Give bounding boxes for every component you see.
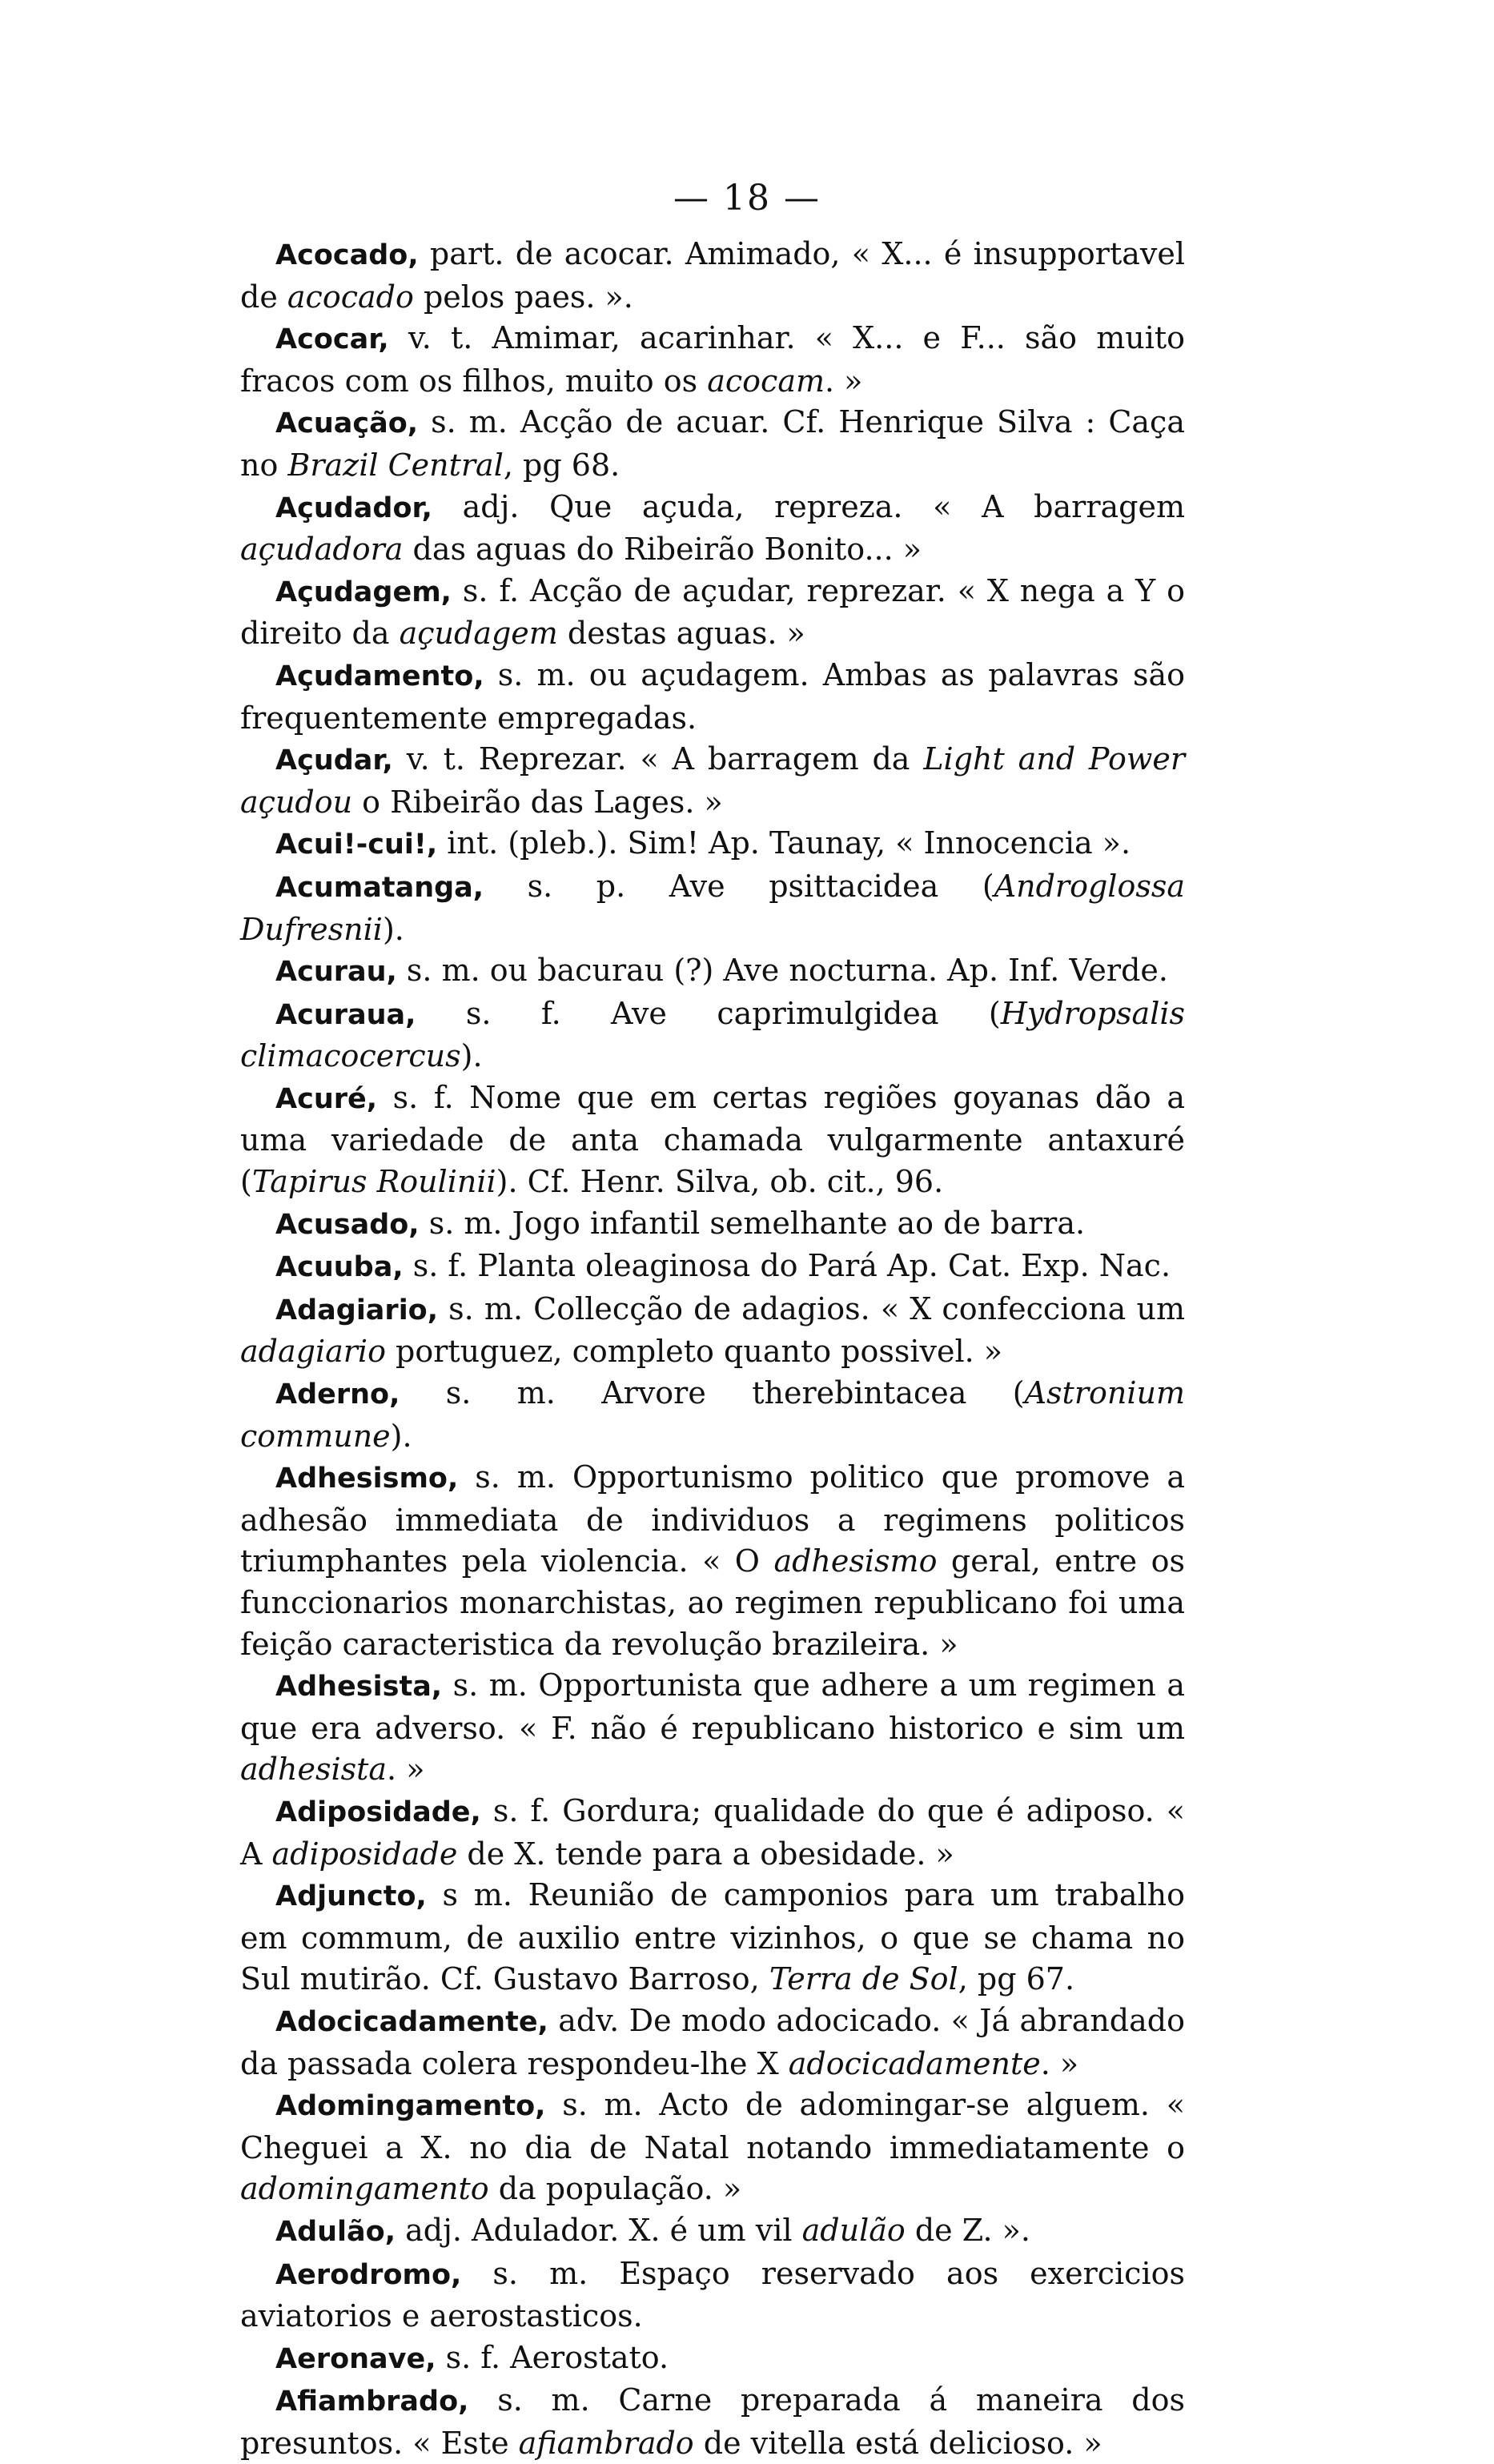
entry-headword: Adagiario,	[275, 1294, 439, 1326]
dictionary-entry	[240, 571, 1185, 655]
entry-definition-text: o Ribeirão das Lages. »	[352, 784, 723, 820]
dictionary-entry	[240, 234, 1185, 318]
entry-headword: Adjuncto,	[275, 1880, 427, 1913]
entry-headword: Adulão,	[275, 2215, 396, 2248]
entry-headword: Aeronave,	[275, 2342, 436, 2375]
entry-definition-text: v. t. Reprezar. « A barragem da	[392, 741, 924, 777]
entry-headword: Acui!-cui!,	[275, 829, 438, 861]
dictionary-entry	[240, 2210, 1185, 2253]
entry-definition-text: das aguas do Ribeirão Bonito... »	[403, 532, 922, 568]
entry-headword: Afiambrado,	[275, 2386, 469, 2418]
entry-definition-text: de vitella está delicioso. »	[693, 2425, 1102, 2461]
dictionary-entry	[240, 1373, 1185, 1457]
entry-italic-text: Astronium commune	[240, 1375, 1185, 1454]
dictionary-entry	[240, 1875, 1185, 2000]
dictionary-entry	[240, 1665, 1185, 1791]
dictionary-entry	[240, 487, 1185, 571]
entry-italic-text: Terra de Sol	[769, 1961, 958, 1997]
entry-definition-text: de X. tende para a obesidade. »	[457, 1836, 954, 1872]
entry-definition-text: . »	[1040, 2045, 1079, 2081]
entry-italic-text: Light and Power açudou	[240, 741, 1186, 820]
dictionary-entry	[240, 2085, 1185, 2210]
dictionary-entry	[240, 866, 1185, 950]
entry-italic-text: afiambrado	[518, 2425, 694, 2461]
entry-definition-text: . »	[387, 1752, 425, 1788]
entry-definition-text: ). Cf. Henr. Silva, ob. cit., 96.	[496, 1164, 944, 1200]
entry-definition-text: de Z. ».	[905, 2212, 1030, 2248]
entry-italic-text: acocam	[707, 363, 825, 399]
entry-italic-text: Tapirus Roulinii	[251, 1164, 496, 1200]
entry-italic-text: Androglossa Dufresnii	[240, 868, 1185, 947]
entry-headword: Acuré,	[275, 1082, 378, 1115]
entry-definition-text: s m. Reunião de camponios para um trabalho em commum, de auxilio entre vizinhos, o que se chama no Sul mutirão. Cf. Gustavo Barroso,	[240, 1877, 1185, 1997]
dictionary-entry	[240, 2380, 1185, 2464]
entry-definition-text: s. f. Gordura; qualidade do que é adiposo. « A	[240, 1792, 1185, 1872]
entry-headword: Acocado,	[275, 239, 419, 271]
entry-definition-text: s. m. Opportunista que adhere a um regimen a que era adverso. « F. não é republicano historico e sim um	[240, 1667, 1185, 1746]
entry-headword: Adhesismo,	[275, 1463, 459, 1495]
dictionary-entries	[240, 234, 1185, 2464]
dictionary-entry	[240, 950, 1185, 993]
entry-definition-text: s. m. Opportunismo politico que promove a adhesão immediata de individuos a regimens politicos triumphantes pela violencia. « O	[240, 1459, 1185, 1579]
entry-italic-text: adhesista	[240, 1752, 388, 1788]
entry-italic-text: adocicadamente	[788, 2045, 1041, 2081]
entry-headword: Adhesista,	[275, 1671, 443, 1704]
dictionary-entry	[240, 2253, 1185, 2338]
entry-italic-text: Hydropsalis climacocercus	[240, 995, 1185, 1074]
entry-italic-text: adomingamento	[240, 2171, 489, 2207]
entry-definition-text: v. t. Amimar, acarinhar. « X... e F... são muito fracos com os filhos, muito os	[240, 320, 1185, 399]
entry-headword: Açudar,	[275, 744, 393, 777]
entry-headword: Açudador,	[275, 492, 432, 524]
entry-definition-text: part. de acocar. Amimado, « X... é insupportavel de	[240, 236, 1185, 315]
entry-definition-text: s. f. Aerostato.	[436, 2339, 669, 2375]
entry-definition-text: s. m. Acção de acuar. Cf. Henrique Silva : Caça no	[240, 404, 1185, 483]
entry-definition-text: s. p. Ave psittacidea (	[484, 868, 994, 904]
entry-definition-text: adv. De modo adocicado. « Já abrandado da passada colera respondeu-lhe X	[240, 2002, 1185, 2081]
entry-italic-text: adulão	[801, 2212, 906, 2248]
entry-headword: Aerodromo,	[275, 2258, 462, 2291]
entry-headword: Acuuba,	[275, 1251, 404, 1284]
entry-definition-text: destas aguas. »	[557, 616, 805, 652]
entry-definition-text: s. m. Acto de adomingar-se alguem. « Cheguei a X. no dia de Natal notando immediatamente o	[240, 2087, 1185, 2165]
entry-definition-text: da população. »	[488, 2171, 742, 2207]
entry-definition-text: ).	[382, 911, 404, 947]
entry-definition-text: s. m. Collecção de adagios. « X confecciona um	[438, 1290, 1185, 1326]
entry-definition-text: s. f. Nome que em certas regiões goyanas dão a uma variedade de anta chamada vulgarmente antaxuré (	[240, 1079, 1185, 1200]
dictionary-entry	[240, 739, 1185, 823]
entry-definition-text: portuguez, completo quanto possivel. »	[385, 1334, 1003, 1370]
entry-definition-text: s. m. Espaço reservado aos exercicios aviatorios e aerostasticos.	[240, 2255, 1185, 2334]
entry-definition-text: , pg 68.	[503, 447, 620, 483]
entry-headword: Acumatanga,	[275, 871, 484, 904]
entry-definition-text: ).	[390, 1418, 412, 1454]
dictionary-entry	[240, 1246, 1185, 1289]
dictionary-entry	[240, 993, 1185, 1077]
entry-definition-text: int. (pleb.). Sim! Ap. Taunay, « Innocencia ».	[437, 825, 1131, 861]
entry-definition-text: pelos paes. ».	[413, 279, 633, 315]
entry-italic-text: açudagem	[399, 616, 558, 652]
entry-headword: Açudagem,	[275, 576, 452, 608]
dictionary-entry	[240, 2338, 1185, 2381]
dictionary-entry	[240, 1457, 1185, 1665]
dictionary-entry	[240, 318, 1185, 402]
entry-definition-text: , pg 67.	[958, 1961, 1075, 1997]
dictionary-entry	[240, 1289, 1185, 1373]
entry-definition-text: s. f. Planta oleaginosa do Pará Ap. Cat. Exp. Nac.	[403, 1248, 1171, 1284]
dictionary-entry	[240, 1791, 1185, 1875]
page-number: — 18 —	[673, 178, 821, 219]
dictionary-entry	[240, 823, 1185, 866]
entry-italic-text: adhesismo	[773, 1543, 938, 1579]
entry-definition-text: ).	[460, 1038, 483, 1074]
entry-headword: Acuação,	[275, 407, 419, 440]
entry-italic-text: Brazil Central	[287, 447, 504, 483]
entry-headword: Açudamento,	[275, 660, 484, 692]
entry-italic-text: adiposidade	[271, 1836, 458, 1872]
entry-headword: Adocicadamente,	[275, 2005, 548, 2038]
entry-italic-text: açudadora	[240, 532, 404, 568]
dictionary-entry	[240, 655, 1185, 739]
entry-headword: Acocar,	[275, 323, 389, 356]
entry-italic-text: acocado	[287, 279, 414, 315]
entry-definition-text: adj. Adulador. X. é um vil	[396, 2212, 802, 2248]
entry-definition-text: s. f. Acção de açudar, reprezar. « X nega a Y o direito da	[240, 572, 1185, 652]
entry-definition-text: . »	[825, 363, 863, 399]
entry-headword: Acusado,	[275, 1208, 420, 1241]
entry-headword: Adiposidade,	[275, 1796, 481, 1828]
entry-headword: Adomingamento,	[275, 2090, 546, 2123]
entry-definition-text: geral, entre os funccionarios monarchistas, ao regimen republicano foi uma feição caracteristica da revolução brazileira. »	[240, 1543, 1185, 1662]
entry-definition-text: s. m. ou bacurau (?) Ave nocturna. Ap. Inf. Verde.	[396, 953, 1168, 989]
entry-definition-text: s. m. Carne preparada á maneira dos presuntos. « Este	[240, 2382, 1185, 2461]
entry-headword: Acurau,	[275, 956, 397, 989]
dictionary-entry	[240, 1077, 1185, 1203]
entry-definition-text: s. m. Arvore therebintacea (	[400, 1375, 1025, 1411]
entry-definition-text: adj. Que açuda, repreza. « A barragem	[432, 488, 1185, 524]
entry-headword: Acuraua,	[275, 998, 416, 1031]
entry-italic-text: adagiario	[240, 1334, 386, 1370]
entry-definition-text: s. m. Jogo infantil semelhante ao de barra.	[419, 1205, 1086, 1241]
entry-headword: Aderno,	[275, 1378, 400, 1411]
dictionary-entry	[240, 1203, 1185, 1246]
entry-definition-text: s. f. Ave caprimulgidea (	[416, 995, 1001, 1031]
dictionary-entry	[240, 402, 1185, 486]
entry-definition-text: s. m. ou açudagem. Ambas as palavras são frequentemente empregadas.	[240, 656, 1185, 736]
dictionary-entry	[240, 2000, 1185, 2085]
